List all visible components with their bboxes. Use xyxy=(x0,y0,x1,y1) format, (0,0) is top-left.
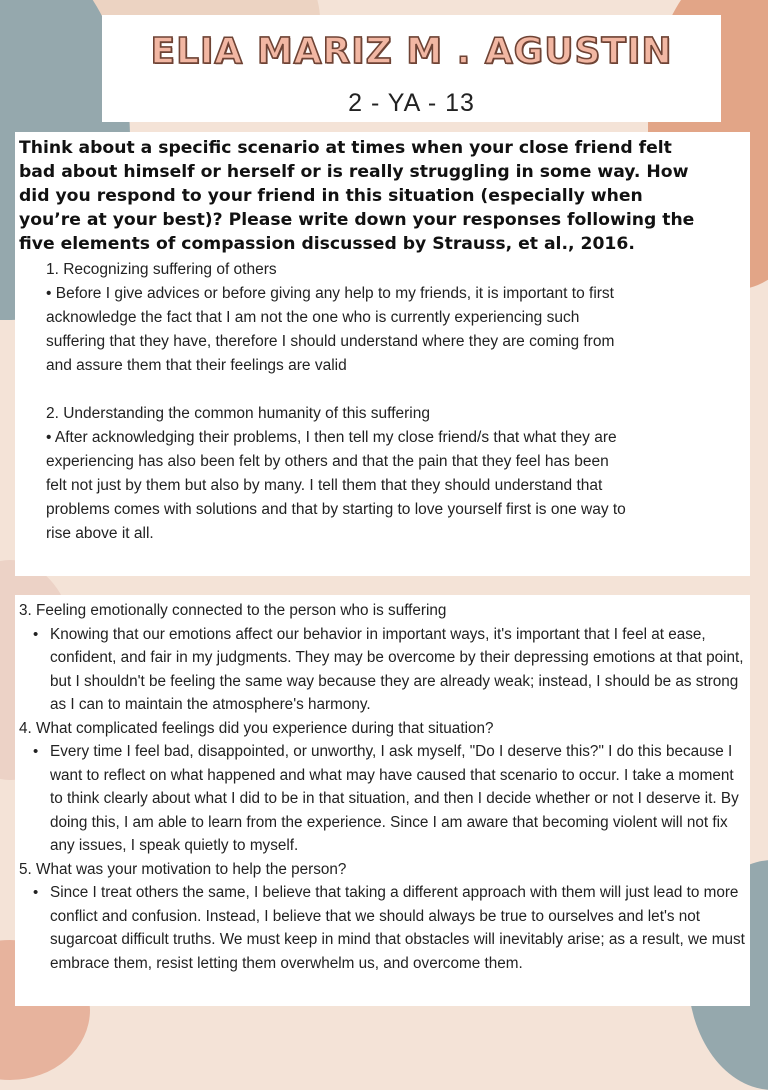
element-response-1: • Before I give advices or before giving any help to my friends, it is important to first acknowledge the fact that I am not the one who is currently experiencing such suffering that they have, therefore I should understand where they are coming from and assure them that their feelings are valid xyxy=(46,285,615,374)
title-card xyxy=(102,15,721,122)
element-response-2: • After acknowledging their problems, I then tell my close friend/s that what they are experiencing has also been felt by others and that the pain that they feel has been felt not just by them but also by many. I tell them that they should understand that problems comes with solutions and that by starting to love yourself first is one way to rise above it all. xyxy=(46,429,626,542)
response-text: Since I treat others the same, I believe that taking a different approach with them will just lead to more conflict and confusion. Instead, I believe that we should always be true to ourselves and let's not sugarcoat difficult truths. We must keep in mind that obstacles will inevitably arise; as a result, we must embrace them, resist letting them overwhelm us, and overcome them. xyxy=(50,884,745,972)
answer-card-2 xyxy=(15,595,750,1006)
section-code: 2 - YA - 13 xyxy=(348,89,475,117)
bullet-icon: • xyxy=(33,884,39,901)
answers-part-1 xyxy=(46,258,626,546)
response-text: Knowing that our emotions affect our behavior in important ways, it's important that I feel at ease, confident, and fair in my judgments. They may be overcome by their depressing emotions at that point, but I shouldn't be feeling the same way because they are already weak; instead, I should be as strong as I can to maintain the atmosphere's harmony. xyxy=(50,625,744,713)
answer-card-1 xyxy=(15,132,750,576)
bullet-icon: • xyxy=(33,625,39,643)
element-response-4 xyxy=(19,740,747,858)
question-prompt: Think about a specific scenario at times when your close friend felt bad about himself or herself or is really struggling in some way. How did you respond to your friend in this situation (especially when you’re at your best)? Please write down your responses following the five elements of compassion discussed by Strauss, et al., 2016. xyxy=(19,138,695,254)
element-heading-2: 2. Understanding the common humanity of this suffering xyxy=(46,405,430,422)
spacer xyxy=(46,378,626,402)
response-text: Every time I feel bad, disappointed, or unworthy, I ask myself, "Do I deserve this?" I do this because I want to reflect on what happened and what may have caused that scenario to occur. I take a moment to think clearly about what I did to be in that situation, and then I decide whether or not I deserve it. By doing this, I am able to learn from the experience. Since I am aware that becoming violent will not fix any issues, I speak quietly to myself. xyxy=(50,743,739,854)
student-name: ELIA MARIZ M . AGUSTIN xyxy=(150,31,673,72)
bullet-icon: • xyxy=(33,743,39,760)
element-heading-1: 1. Recognizing suffering of others xyxy=(46,261,277,278)
element-response-3 xyxy=(19,623,747,717)
element-heading-3: 3. Feeling emotionally connected to the person who is suffering xyxy=(19,602,447,619)
answers-part-2 xyxy=(19,599,747,975)
element-heading-5: 5. What was your motivation to help the person? xyxy=(19,860,347,878)
element-heading-4: 4. What complicated feelings did you experience during that situation? xyxy=(19,719,494,737)
element-response-5 xyxy=(19,881,747,975)
